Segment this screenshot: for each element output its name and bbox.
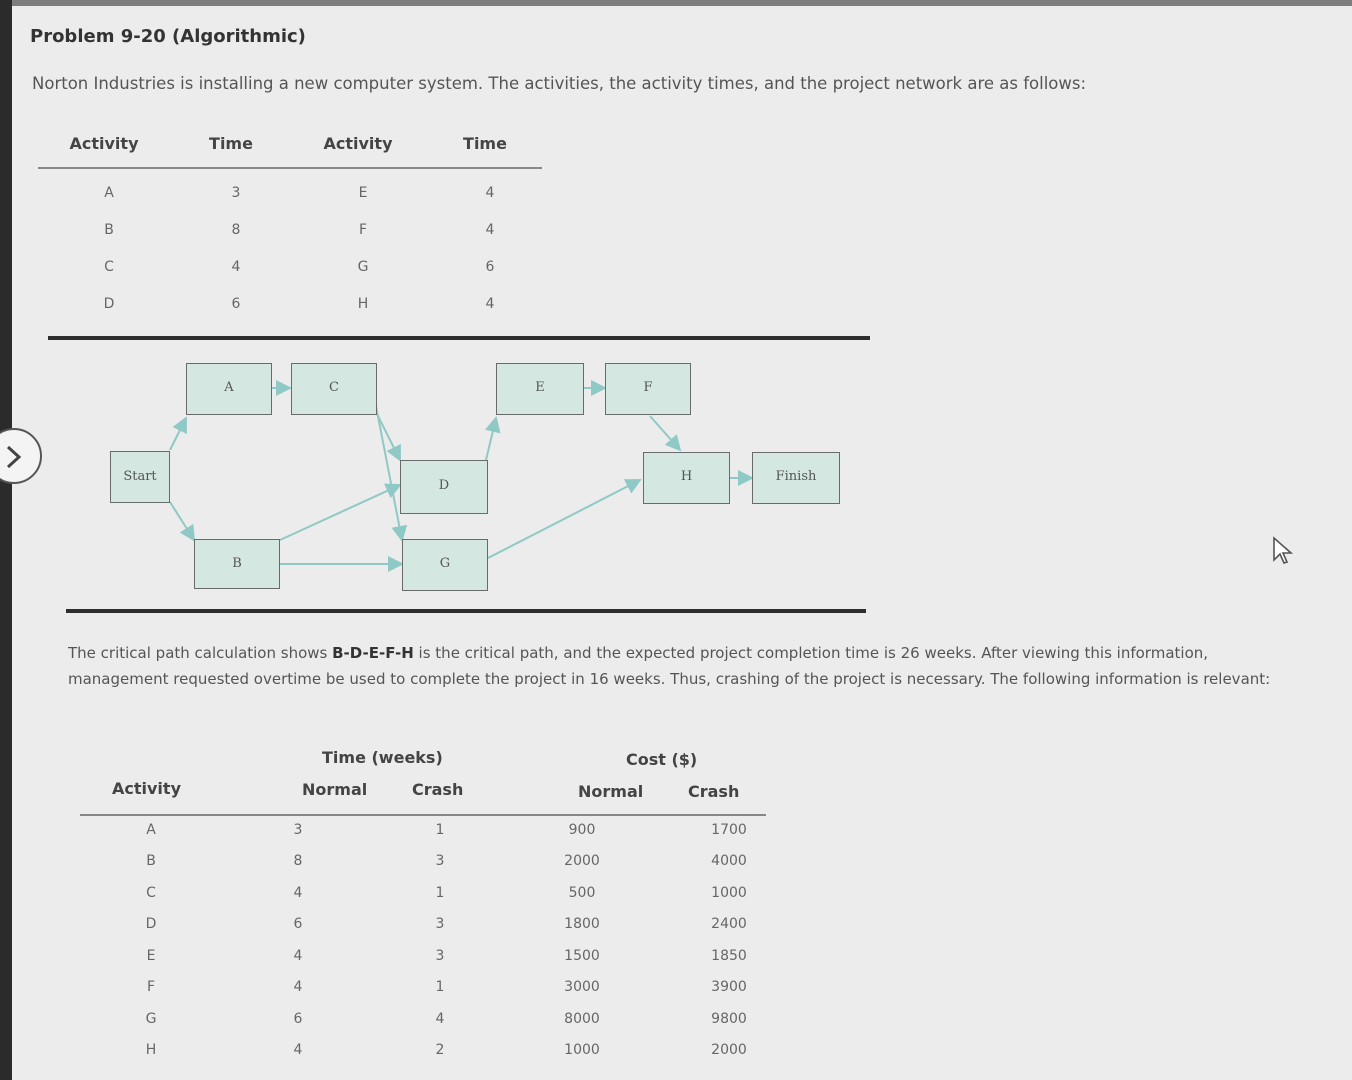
node-start: Start [110, 451, 170, 503]
edge-start-a [170, 418, 186, 450]
cell: 1800 [564, 916, 600, 933]
table-row [38, 248, 546, 285]
cell: 2400 [711, 916, 747, 933]
group-header-cost: Cost ($) [626, 750, 698, 769]
critical-path-value: B-D-E-F-H [332, 644, 414, 662]
table-row [38, 174, 546, 211]
cell: 4 [293, 884, 303, 901]
edge-f-h [650, 416, 680, 450]
cell: 1850 [711, 947, 747, 964]
cell: 3 [293, 821, 303, 838]
cell: 500 [568, 884, 596, 901]
critical-text-end: is the critical path, and the expected project completion time is 26 weeks. After viewing this information, management requested overtime be used to complete the project in 16 weeks. Thus, crashing of the project is necessary. The following information is relevant: [68, 644, 1271, 688]
col-header-cost-crash: Crash [688, 782, 740, 801]
group-header-time: Time (weeks) [322, 748, 443, 767]
col-header-time: Time [209, 133, 253, 153]
mouse-pointer-icon [1272, 536, 1294, 566]
col-header-activity: Activity [112, 779, 181, 798]
table-row [100, 846, 780, 878]
cell: A [104, 184, 114, 201]
cell: C [104, 258, 114, 275]
cell: C [146, 884, 156, 901]
cell: 2 [435, 1042, 445, 1059]
node-d: D [400, 460, 488, 514]
cell: 3900 [711, 979, 747, 996]
table-divider [38, 167, 542, 169]
node-a: A [186, 363, 272, 415]
cell: 4 [435, 1010, 445, 1027]
cell: F [146, 979, 156, 996]
table-row [100, 940, 780, 972]
cell: 900 [568, 821, 596, 838]
edge-d-e [486, 418, 496, 460]
col-header-time-normal: Normal [302, 780, 368, 799]
diagram-bottom-rule [66, 609, 866, 613]
top-border [0, 0, 1352, 6]
table-row [38, 211, 546, 248]
edge-start-b [170, 502, 194, 540]
cell: 4 [293, 979, 303, 996]
col-header-cost-normal: Normal [578, 782, 644, 801]
cell: B [104, 221, 114, 238]
table-row [100, 1035, 780, 1067]
cell: 1700 [711, 821, 747, 838]
problem-intro: Norton Industries is installing a new computer system. The activities, the activity times, and the project network are as follows: [32, 74, 1087, 93]
problem-title: Problem 9-20 (Algorithmic) [30, 26, 306, 47]
cell: 3 [435, 916, 445, 933]
cell: 4 [293, 947, 303, 964]
cell: 1000 [564, 1042, 600, 1059]
node-b: B [194, 539, 280, 589]
cell: 6 [293, 1010, 303, 1027]
cell: 1 [435, 821, 445, 838]
cell: F [358, 221, 368, 238]
node-finish: Finish [752, 452, 840, 504]
cell: 6 [231, 295, 241, 312]
cell: 3 [435, 853, 445, 870]
cell: 8 [231, 221, 241, 238]
cell: 2000 [711, 1042, 747, 1059]
col-header-activity: Activity [323, 133, 393, 153]
cell: A [146, 821, 156, 838]
table-row [100, 909, 780, 941]
cell: B [146, 853, 156, 870]
node-e: E [496, 363, 584, 415]
cell: 1000 [711, 884, 747, 901]
critical-text-start: The critical path calculation shows [68, 644, 333, 662]
cell: G [357, 258, 369, 275]
table-row [100, 814, 780, 846]
crash-table-rows [100, 814, 780, 1066]
node-c: C [291, 363, 377, 415]
activity-time-rows [38, 174, 546, 322]
cell: 6 [485, 258, 495, 275]
cell: 8000 [564, 1010, 600, 1027]
cell: E [358, 184, 368, 201]
node-f: F [605, 363, 691, 415]
cell: 1 [435, 884, 445, 901]
table-row [100, 972, 780, 1004]
col-header-time: Time [463, 133, 507, 153]
cell: 4 [485, 184, 495, 201]
critical-path-paragraph [68, 640, 1308, 692]
cell: 2000 [564, 853, 600, 870]
edge-b-d [280, 485, 400, 540]
cell: 1500 [564, 947, 600, 964]
cell: 4 [231, 258, 241, 275]
cell: 6 [293, 916, 303, 933]
cell: G [145, 1010, 157, 1027]
cell: 8 [293, 853, 303, 870]
cell: 4000 [711, 853, 747, 870]
cell: 1 [435, 979, 445, 996]
edge-g-h [488, 480, 640, 558]
cell: 4 [485, 221, 495, 238]
cell: D [145, 916, 157, 933]
cell: 3000 [564, 979, 600, 996]
activity-time-table [38, 128, 546, 158]
cell: H [357, 295, 369, 312]
cell: E [146, 947, 156, 964]
table-row [100, 877, 780, 909]
table-row [100, 1003, 780, 1035]
cell: 3 [435, 947, 445, 964]
node-g: G [402, 539, 488, 591]
cell: 9800 [711, 1010, 747, 1027]
node-h: H [643, 452, 730, 504]
col-header-activity: Activity [69, 133, 139, 153]
edge-c-d [376, 412, 400, 460]
cell: D [103, 295, 115, 312]
edge-c-g [376, 406, 402, 540]
table-row [38, 285, 546, 322]
cell: 4 [293, 1042, 303, 1059]
cell: H [145, 1042, 157, 1059]
cell: 3 [231, 184, 241, 201]
cell: 4 [485, 295, 495, 312]
col-header-time-crash: Crash [412, 780, 464, 799]
